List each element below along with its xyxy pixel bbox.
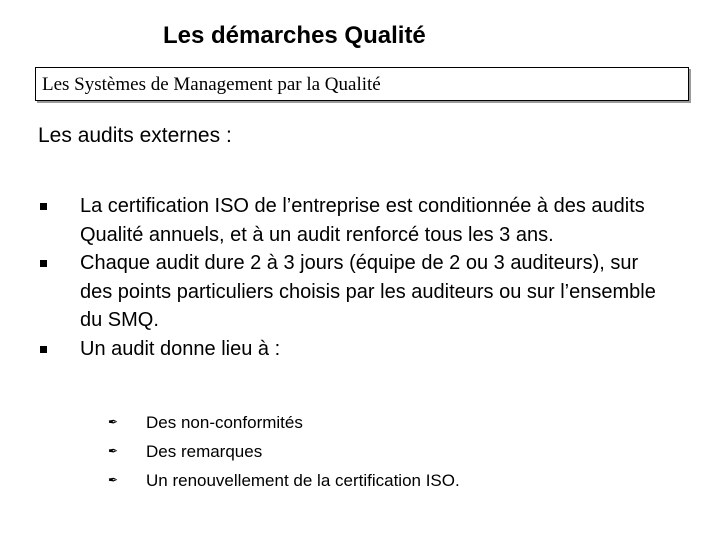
subtitle-box [35, 67, 689, 101]
list-item [0, 335, 670, 364]
sub-bullet-text: Un renouvellement de la certification ISO. [146, 471, 460, 490]
sub-bullet-list [0, 408, 720, 495]
pen-nib-icon: ✒ [108, 473, 119, 487]
bullet-list [0, 192, 720, 363]
list-item [0, 249, 670, 335]
section-heading: Les audits externes : [38, 124, 232, 147]
pen-nib-icon: ✒ [108, 444, 119, 458]
sub-bullet-text: Des non-conformités [146, 413, 303, 432]
sub-list-item [0, 466, 720, 495]
subtitle-text: Les Systèmes de Management par la Qualité [42, 74, 381, 95]
square-bullet-icon [40, 203, 47, 210]
list-item [0, 192, 670, 249]
sub-list-item [0, 437, 720, 466]
square-bullet-icon [40, 260, 47, 267]
page-title: Les démarches Qualité [163, 22, 426, 49]
bullet-text: La certification ISO de l’entreprise est conditionnée à des audits Qualité annuels, et à un audit renforcé tous les 3 ans. [80, 195, 645, 246]
bullet-text: Un audit donne lieu à : [80, 337, 281, 360]
pen-nib-icon: ✒ [108, 415, 119, 429]
square-bullet-icon [40, 346, 47, 353]
bullet-text: Chaque audit dure 2 à 3 jours (équipe de 2 ou 3 auditeurs), sur des points particuliers choisis par les auditeurs ou sur l’ensemble du SMQ. [80, 252, 656, 331]
sub-list-item [0, 408, 720, 437]
sub-bullet-text: Des remarques [146, 442, 263, 461]
